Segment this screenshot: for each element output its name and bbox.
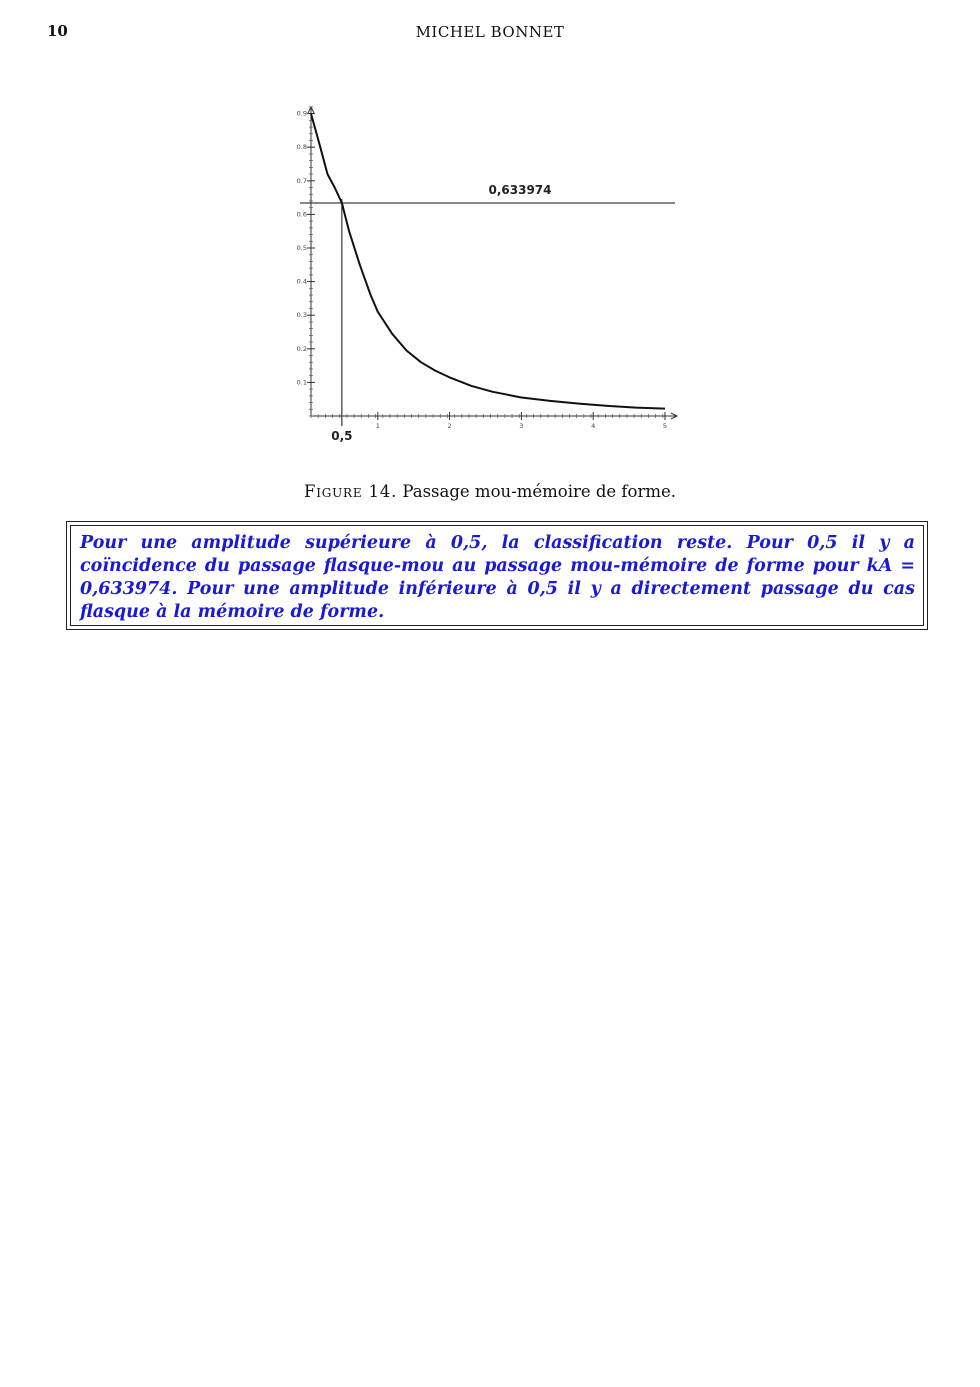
figure-caption-label: Figure 14. — [303, 482, 398, 501]
x-tick-label: 4 — [591, 422, 596, 430]
x-tick-label: 2 — [447, 422, 452, 430]
y-tick-label: 0.8 — [296, 143, 307, 152]
x-tick-label: 3 — [519, 422, 524, 430]
y-tick-label: 0.2 — [296, 344, 307, 353]
figure-14 — [280, 98, 700, 458]
y-tick-label: 0.5 — [296, 244, 307, 252]
x-tick-label: 1 — [375, 422, 380, 430]
y-tick-label: 0.4 — [296, 277, 307, 286]
conclusion-text: Pour une amplitude supérieure à 0,5, la classification reste. Pour 0,5 il y a coïncidence du passage flasque-mou au passage mou-mémoire de forme pour kA = 0,633974. Pour une amplitude inférieure à 0,5 il y a directement passage du cas flasque à la mémoire de forme. — [70, 525, 924, 626]
vertical-reference-label: 0,5 — [331, 429, 353, 443]
y-tick-label: 0.6 — [296, 210, 307, 219]
y-tick-label: 0.9 — [296, 109, 307, 118]
y-tick-label: 0.3 — [296, 311, 307, 320]
series-line-curve — [311, 114, 665, 409]
conclusion-box — [66, 521, 928, 630]
figure-caption — [0, 482, 980, 501]
y-tick-label: 0.1 — [296, 378, 307, 387]
x-tick-label: 5 — [662, 422, 668, 430]
y-tick-label: 0.7 — [296, 176, 307, 185]
page-number: 10 — [47, 22, 68, 40]
running-head: MICHEL BONNET — [415, 23, 565, 41]
figure-caption-text: Passage mou-mémoire de forme. — [402, 482, 677, 501]
decay-curve-chart — [280, 98, 700, 458]
horizontal-reference-label: 0,633974 — [488, 182, 552, 197]
